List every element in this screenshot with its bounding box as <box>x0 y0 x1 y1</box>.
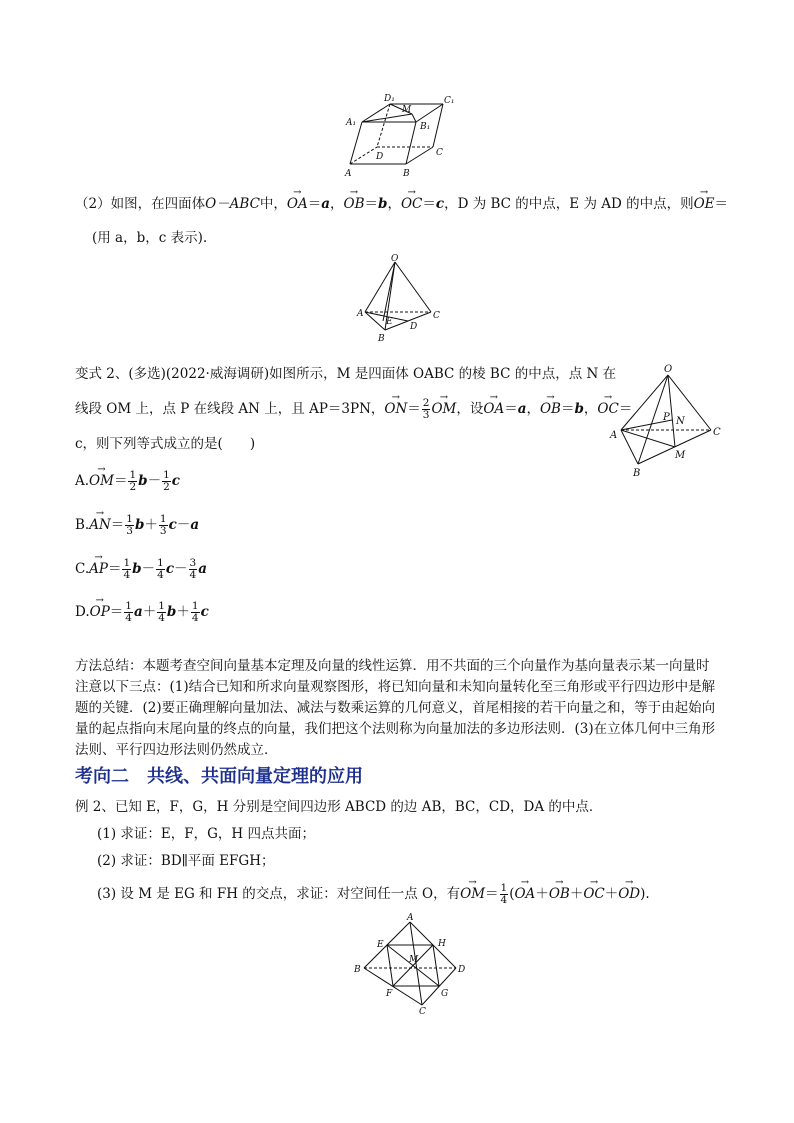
quadrilateral-figure <box>350 910 475 1015</box>
label-C: C <box>436 148 443 158</box>
label-O: O <box>391 254 399 264</box>
option-d[interactable]: D.→ OP＝ $\frac{1}{4}$ a＋ $\frac{1}{4}$ b＋ $\frac{1}{4}$ c <box>75 601 209 624</box>
tetrahedron-figure-1 <box>355 252 445 344</box>
label-M: M <box>409 955 419 965</box>
option-a[interactable]: A.→ OM＝ $\frac{1}{2}$ b－ $\frac{1}{2}$ c <box>75 470 180 493</box>
example2-part3: (3) 设 M 是 EG 和 FH 的交点，求证：对空间任一点 O，有→ OM＝ $\frac{1}{4}$ (→ OA＋→ OB＋→ OC＋→ OD). <box>97 883 650 906</box>
label-D1: D₁ <box>384 94 395 104</box>
label-F: F <box>386 989 393 999</box>
label-M: M <box>402 105 412 115</box>
label-C1: C₁ <box>444 96 455 106</box>
label-A: A <box>610 430 618 441</box>
example2-part1: (1) 求证：E，F，G，H 四点共面； <box>97 826 315 842</box>
question-2: （2）如图，在四面体O－ABC中，→ OA＝a，→ OB＝b，→ OC＝c，D 为 BC 的中点，E 为 AD 的中点，则→ OE＝ <box>75 194 728 214</box>
label-A: A <box>357 309 364 319</box>
example2-stem: 例 2、已知 E，F，G，H 分别是空间四边形 ABCD 的边 AB，BC，CD，DA 的中点． <box>75 799 603 815</box>
variant2-line2: 线段 OM 上，点 P 在线段 AN 上，且 AP＝3PN，→ ON＝ $\frac{2}{3}$ → OM，设→ OA＝a，→ OB＝b，→ OC＝ <box>75 398 632 421</box>
label-M: M <box>675 450 686 461</box>
label-B: B <box>403 169 410 179</box>
example2-part2: (2) 求证：BD∥平面 EFGH； <box>97 853 275 869</box>
variant2-line1: 变式 2、(多选)(2022·威海调研)如图所示，M 是四面体 OABC 的棱 BC 的中点，点 N 在 <box>75 366 617 382</box>
label-A: A <box>345 169 352 179</box>
label-C: C <box>419 1007 426 1015</box>
option-c[interactable]: C.→ AP＝ $\frac{1}{4}$ b－ $\frac{1}{4}$ c－ $\frac{3}{4}$ a <box>75 558 207 581</box>
label-P: P <box>663 412 670 423</box>
label-N: N <box>676 416 685 427</box>
method-summary: 方法总结：本题考查空间向量基本定理及向量的线性运算．用不共面的三个向量作为基向量表示某一向量时注意以下三点：(1)结合已知和所求向量观察图形，将已知向量和未知向量转化至三角形或平行四边形中是解题的关键．(2)要正确理解向量加法、减法与数乘运算的几何意义，首尾相接的若干向量之和，等于由起始向量的起点指向末尾向量的终点的向量，我们把这个法则称为向量加法的多边形法则．(3)在立体几何中三角形法则、平行四边形法则仍然成立． <box>75 658 716 758</box>
label-B: B <box>378 334 385 344</box>
label-B: B <box>633 468 641 479</box>
label-D: D <box>376 152 384 162</box>
label-B1: B₁ <box>420 122 431 132</box>
label-G: G <box>441 989 449 999</box>
label-D: D <box>410 322 418 332</box>
parallelepiped-figure <box>340 92 460 182</box>
label-E: E <box>377 940 384 950</box>
label-H: H <box>438 939 446 949</box>
label-A: A <box>407 913 414 923</box>
tetrahedron-figure-2 <box>605 360 730 482</box>
variant2-line3: c，则下列等式成立的是( ) <box>75 436 256 452</box>
question-2-note: (用 a，b，c 表示). <box>92 230 208 246</box>
section-heading: 考向二 共线、共面向量定理的应用 <box>75 766 363 787</box>
option-b[interactable]: B.→ AN＝ $\frac{1}{3}$ b＋ $\frac{1}{3}$ c－a <box>75 514 199 537</box>
label-E: E <box>386 317 393 327</box>
label-B: B <box>354 965 361 975</box>
label-C: C <box>713 427 721 438</box>
label-A1: A₁ <box>346 118 357 128</box>
label-D: D <box>458 965 466 975</box>
label-O: O <box>664 364 673 375</box>
label-C: C <box>433 311 440 321</box>
